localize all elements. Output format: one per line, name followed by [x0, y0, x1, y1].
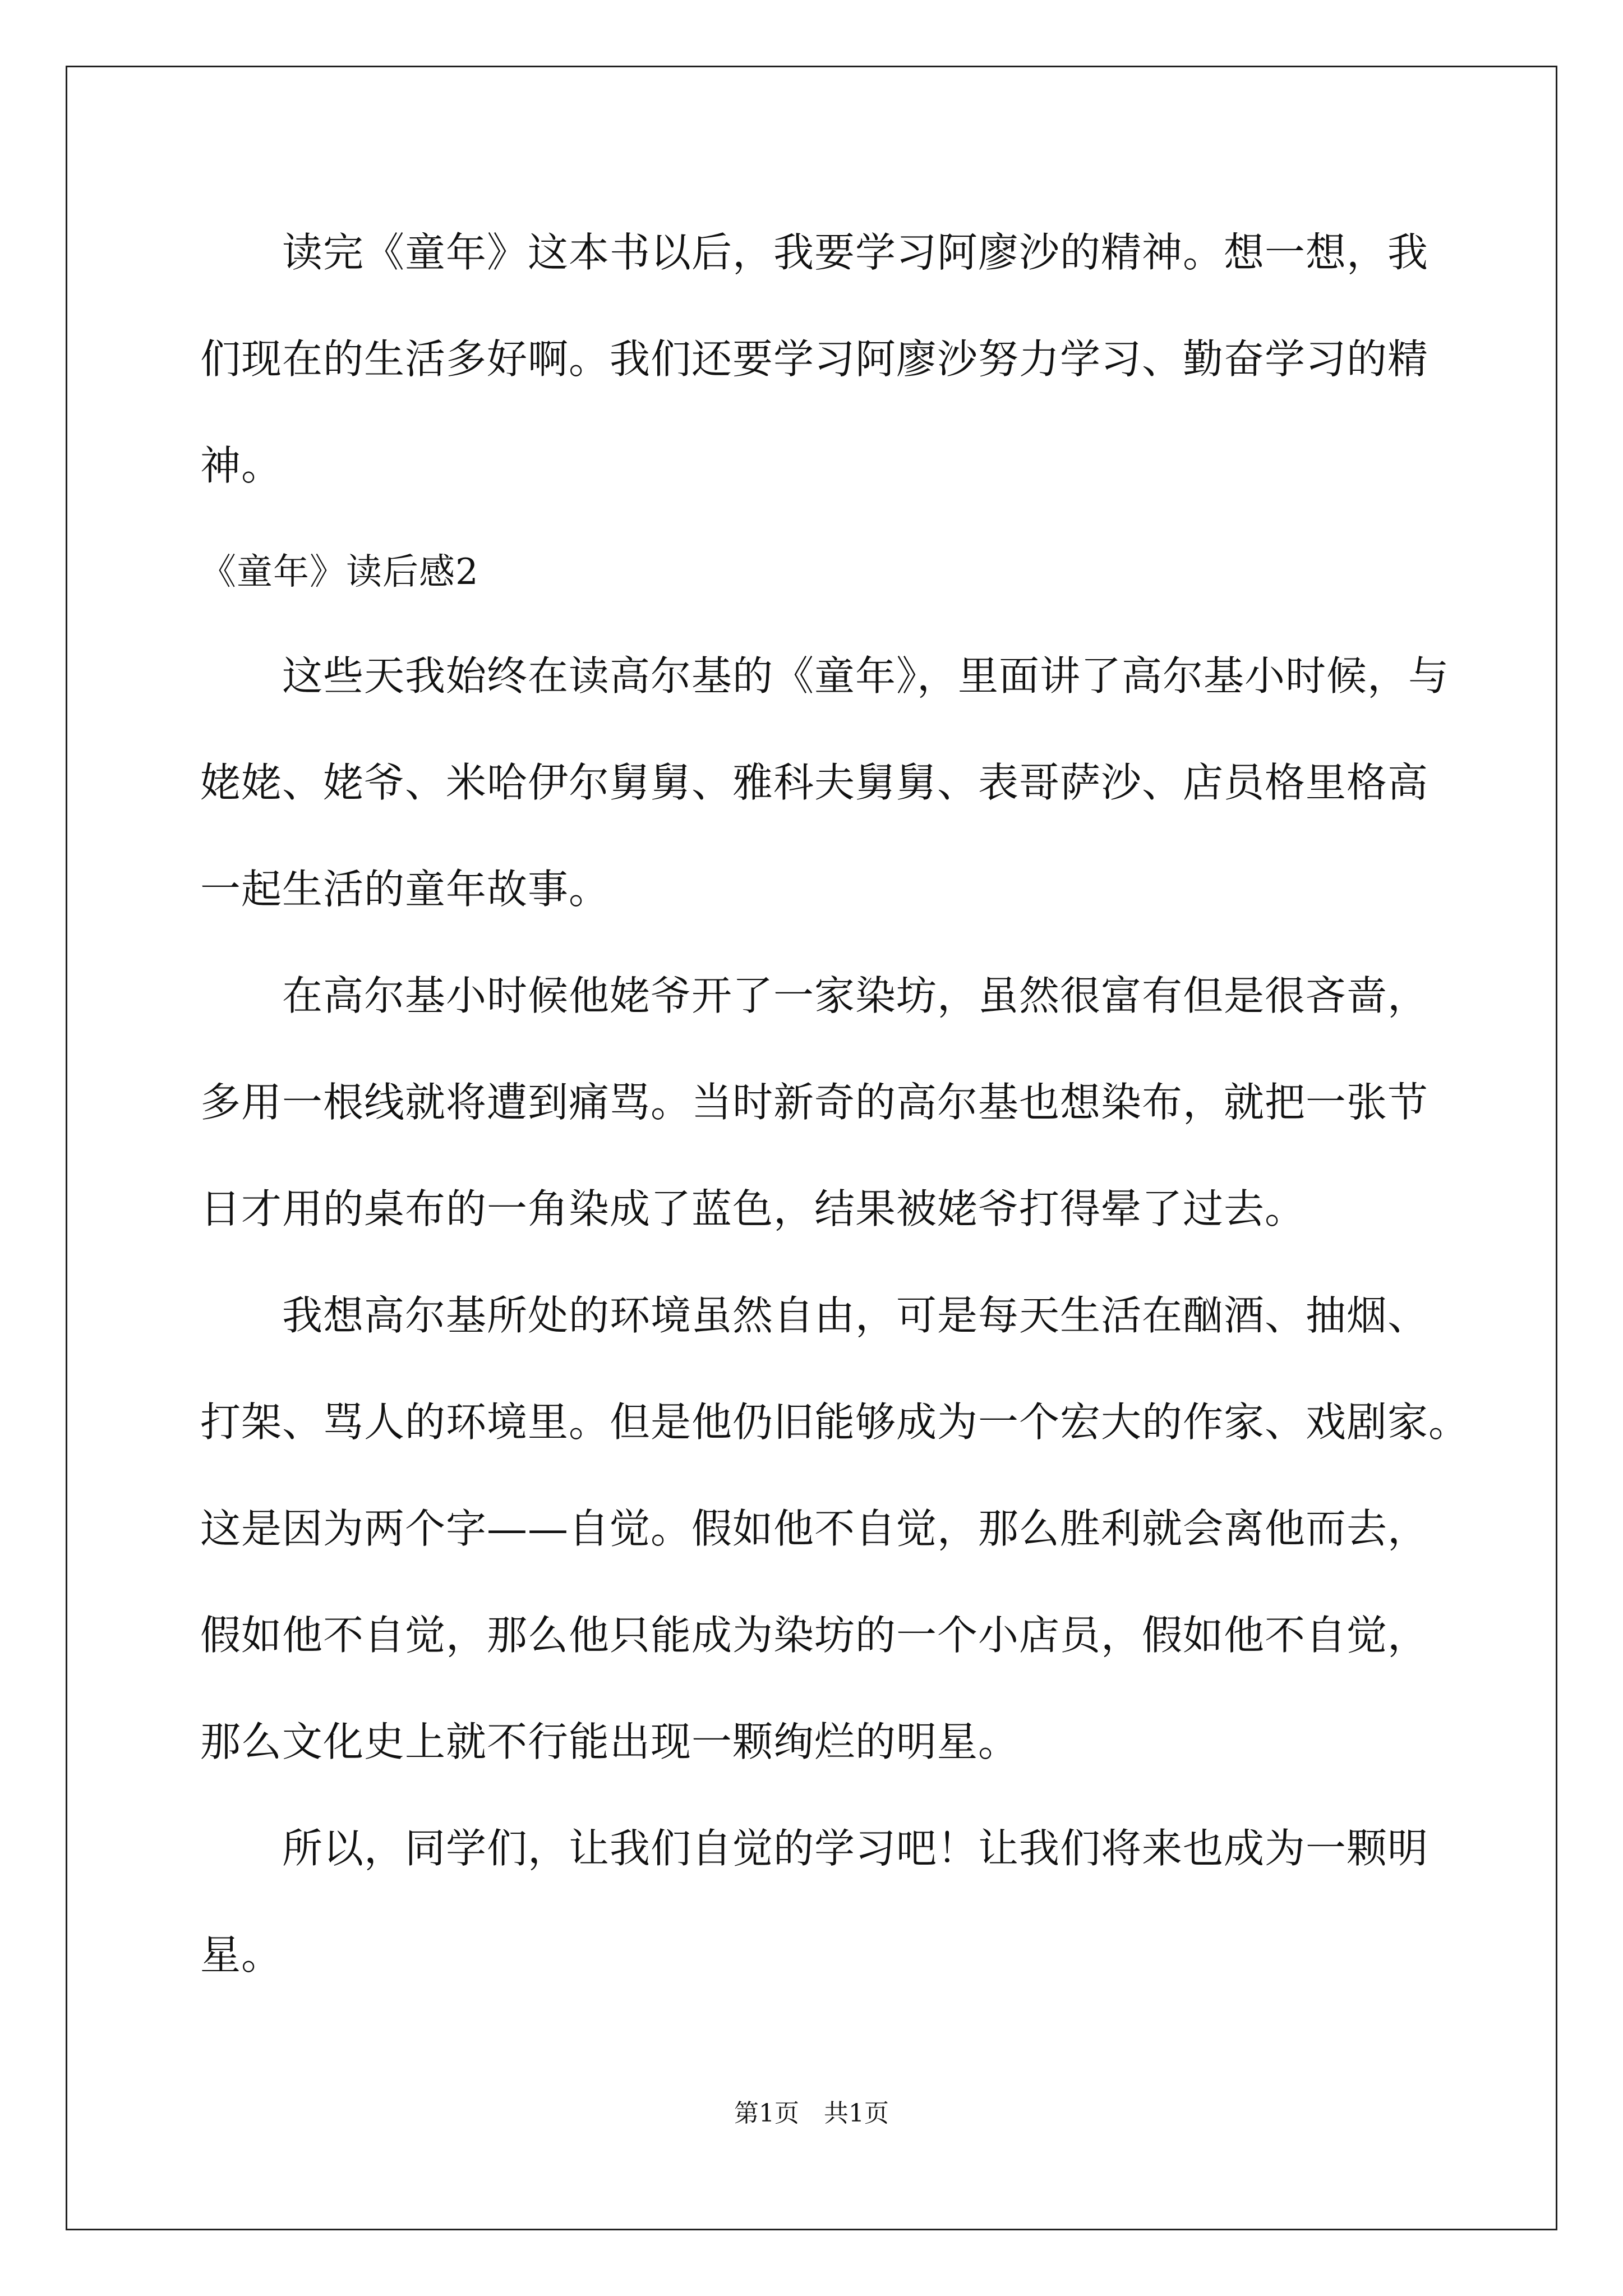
text-line: 那么文化史上就不行能出现一颗绚烂的明星。 [200, 1718, 1020, 1765]
text-line: 在高尔基小时候他姥爷开了一家染坊，虽然很富有但是很吝啬， [200, 972, 1429, 1019]
text-line: 我想高尔基所处的环境虽然自由，可是每天生活在酗酒、抽烟、 [200, 1292, 1429, 1339]
page-border [66, 66, 1557, 2230]
text-line: 这些天我始终在读高尔基的《童年》，里面讲了高尔基小时候，与 [200, 652, 1450, 700]
text-line: 神。 [200, 442, 283, 489]
text-line: 们现在的生活多好啊。我们还要学习阿廖沙努力学习、勤奋学习的精 [200, 335, 1429, 383]
text-line: 假如他不自觉，那么他只能成为染坊的一个小店员，假如他不自觉， [200, 1612, 1429, 1659]
text-line: 星。 [200, 1931, 283, 1978]
text-line: 读完《童年》这本书以后，我要学习阿廖沙的精神。想一想，我 [200, 229, 1429, 276]
text-line: 一起生活的童年故事。 [200, 866, 610, 913]
section-heading: 《童年》读后感2 [200, 551, 479, 593]
text-line: 多用一根线就将遭到痛骂。当时新奇的高尔基也想染布，就把一张节 [200, 1079, 1429, 1126]
text-line: 日才用的桌布的一角染成了蓝色，结果被姥爷打得晕了过去。 [200, 1185, 1306, 1232]
page-number-footer: 第1页 共1页 [734, 2099, 889, 2128]
text-line: 姥姥、姥爷、米哈伊尔舅舅、雅科夫舅舅、表哥萨沙、店员格里格高 [200, 759, 1429, 806]
text-line: 所以，同学们，让我们自觉的学习吧！让我们将来也成为一颗明 [200, 1825, 1429, 1872]
text-line: 这是因为两个字——自觉。假如他不自觉，那么胜利就会离他而去， [200, 1505, 1429, 1552]
text-line: 打架、骂人的环境里。但是他仍旧能够成为一个宏大的作家、戏剧家。 [200, 1398, 1470, 1446]
